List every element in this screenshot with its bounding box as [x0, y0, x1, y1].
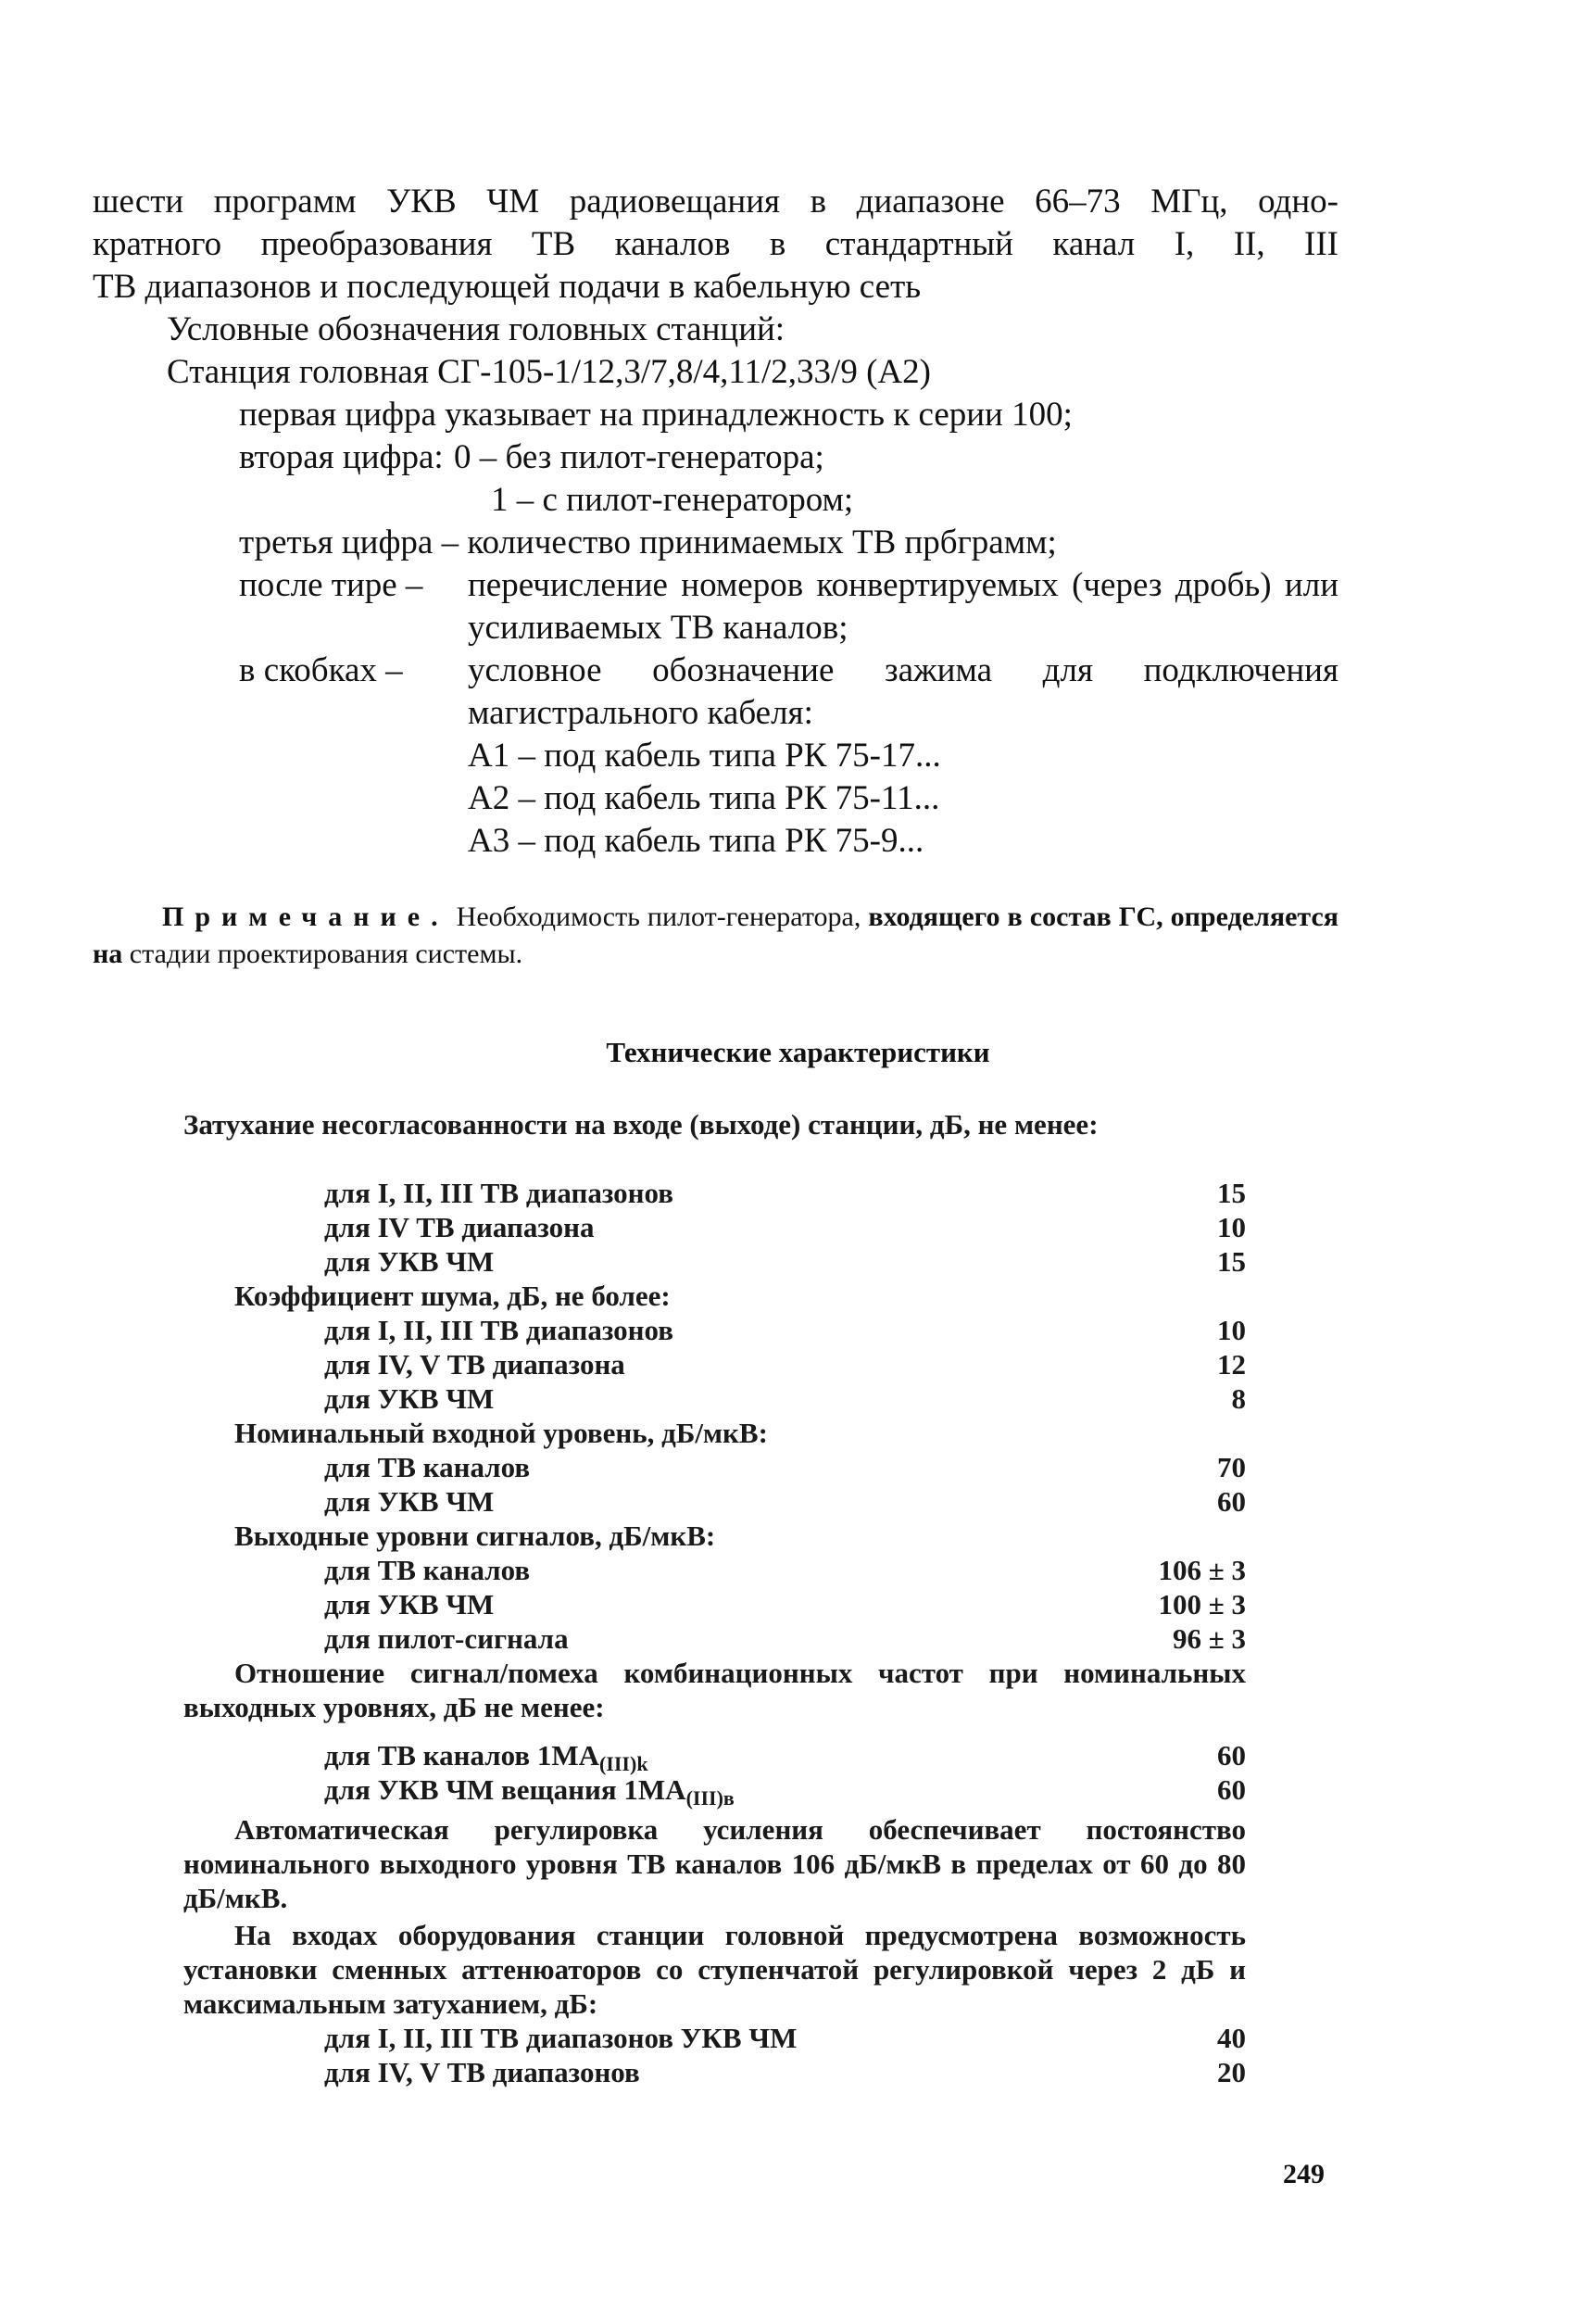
note-label: Примечание.: [162, 902, 449, 932]
intro-line-1: шести программ УКВ ЧМ радиовещания в диапазоне 66–73 МГц, одно-: [93, 183, 1338, 221]
spec-noise-item-1-value: 10: [1217, 1314, 1246, 1346]
spec-input-item-2-label: для УКВ ЧМ: [324, 1485, 495, 1518]
spec-mismatch-item-3-label: для УКВ ЧМ: [324, 1245, 495, 1278]
note: [93, 899, 1338, 973]
spec-input-level: Номинальный входной уровень, дБ/мкВ:: [234, 1417, 768, 1449]
spec-noise: Коэффициент шума, дБ, не более:: [234, 1280, 671, 1312]
spec-output-item-3-value: 96 ± 3: [1172, 1622, 1246, 1655]
spec-ratio-fm-sub: (III)в: [685, 1786, 735, 1810]
spec-input-item-2-value: 60: [1217, 1485, 1246, 1518]
spec-output-item-3-label: для пилот-сигнала: [324, 1622, 569, 1655]
legend-station: Станция головная СГ-105-1/12,3/7,8/4,11/2,33/9 (А2): [167, 353, 931, 391]
spec-mismatch-item-1-value: 15: [1217, 1177, 1246, 1209]
spec-ratio-fm-value: 60: [1217, 1773, 1246, 1806]
spec-ratio-fm-label: [324, 1772, 735, 1815]
legend-after-dash-text: перечисление номеров конвертируемых (через дробь) или усиливаемых ТВ каналов;: [468, 566, 1338, 647]
intro-line-2: кратного преобразования ТВ каналов в стандартный канал I, II, III: [93, 225, 1338, 263]
spec-ratio-tv-value: 60: [1217, 1739, 1246, 1772]
legend-a3: А3 – под кабель типа РК 75-9...: [468, 822, 924, 860]
legend-heading: Условные обозначения головных станций:: [167, 310, 785, 348]
spec-output-item-1-label: для ТВ каналов: [324, 1554, 531, 1586]
note-text-plain2: стадии проектирования системы.: [129, 939, 523, 969]
legend-a1: А1 – под кабель типа РК 75-17...: [468, 737, 941, 775]
legend-brackets-text: условное обозначение зажима для подключения магистрального кабеля:: [468, 651, 1338, 732]
spec-atten-item-2-value: 20: [1217, 2056, 1246, 2088]
legend-a2: А2 – под кабель типа РК 75-11...: [468, 779, 940, 817]
spec-mismatch-item-2-value: 10: [1217, 1211, 1246, 1243]
note-text-bold2: ГС, определяется на: [93, 902, 1339, 969]
legend-second-1: 1 – с пилот-генератором;: [491, 481, 854, 519]
spec-output-item-2-label: для УКВ ЧМ: [324, 1588, 495, 1621]
spec-noise-item-2-value: 12: [1217, 1348, 1246, 1381]
spec-input-item-1-label: для ТВ каналов: [324, 1451, 531, 1483]
spec-ratio: Отношение сигнал/помеха комбинационных частот при номинальных выходных уровнях, дБ не менее:: [183, 1657, 1246, 1723]
spec-ratio-fm-text: для УКВ ЧМ вещания 1МА: [324, 1773, 686, 1806]
spec-output-item-2-value: 100 ± 3: [1158, 1588, 1246, 1621]
spec-mismatch-item-3-value: 15: [1217, 1245, 1246, 1278]
page-number: 249: [1283, 2159, 1325, 2189]
spec-ratio-tv-text: для ТВ каналов 1МА: [324, 1739, 599, 1772]
spec-output-level: Выходные уровни сигналов, дБ/мкВ:: [234, 1520, 716, 1552]
note-text-bold1: входящего в состав: [868, 902, 1112, 932]
legend-third-digit: третья цифра – количество принимаемых ТВ прбграмм;: [239, 523, 1057, 561]
intro-line-3: ТВ диапазонов и последующей подачи в кабельную сеть: [93, 268, 922, 306]
legend-second-label: вторая цифра:: [239, 438, 444, 476]
spec-atten: На входах оборудования станции головной предусмотрена возможность установки сменных аттенюаторов со ступенчатой регулировкой через 2 дБ и максимальным затуханием, дБ:: [183, 1919, 1246, 2020]
legend-second-0: 0 – без пилот-генератора;: [454, 438, 824, 476]
note-text-plain: Необходимость пилот-генератора,: [456, 902, 861, 932]
spec-noise-item-3-value: 8: [1231, 1382, 1246, 1415]
spec-agc: Автоматическая регулировка усиления обеспечивает постоянство номинального выходного уровня ТВ каналов 106 дБ/мкВ в пределах от 60 до 80 дБ/мкВ.: [183, 1813, 1246, 1914]
spec-noise-item-2-label: для IV, V ТВ диапазона: [324, 1348, 625, 1381]
spec-atten-item-1-label: для I, II, III ТВ диапазонов УКВ ЧМ: [324, 2022, 798, 2054]
legend-brackets-label: в скобках –: [239, 651, 403, 689]
spec-mismatch-item-2-label: для IV ТВ диапазона: [324, 1211, 595, 1243]
spec-input-item-1-value: 70: [1217, 1451, 1246, 1483]
spec-atten-item-2-label: для IV, V ТВ диапазонов: [324, 2056, 640, 2088]
spec-noise-item-1-label: для I, II, III ТВ диапазонов: [324, 1314, 673, 1346]
spec-mismatch-item-1-label: для I, II, III ТВ диапазонов: [324, 1177, 673, 1209]
spec-atten-item-1-value: 40: [1217, 2022, 1246, 2054]
legend-after-dash-label: после тире –: [239, 566, 423, 604]
spec-output-item-1-value: 106 ± 3: [1158, 1554, 1246, 1586]
spec-ratio-tv-sub: (III)k: [598, 1752, 648, 1775]
specs-title: Технические характеристики: [606, 1036, 990, 1068]
spec-noise-item-3-label: для УКВ ЧМ: [324, 1382, 495, 1415]
spec-mismatch: Затухание несогласованности на входе (выходе) станции, дБ, не менее:: [183, 1108, 1099, 1141]
legend-first-digit: первая цифра указывает на принадлежность к серии 100;: [239, 396, 1073, 434]
